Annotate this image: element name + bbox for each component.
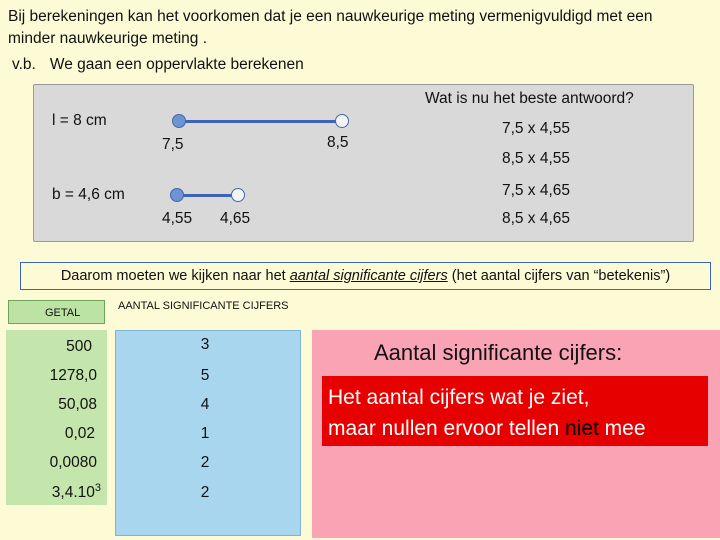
length-range-line <box>180 120 342 123</box>
example-prefix: v.b. <box>12 56 36 73</box>
width-range-line <box>178 194 238 197</box>
rule-line-2 <box>328 413 708 444</box>
conclusion-banner <box>20 262 711 290</box>
getal-cell: 50,08 <box>58 396 97 413</box>
conclusion-before: Daarom moeten we kijken naar het <box>60 268 290 284</box>
width-high-marker <box>231 188 245 202</box>
header-sig: AANTAL SIGNIFICANTE CIJFERS <box>118 300 289 312</box>
example-heading <box>12 56 304 74</box>
getal-cell: 0,0080 <box>49 454 97 471</box>
getal-exponent: 3 <box>94 482 101 494</box>
getal-cell: 1278,0 <box>49 367 97 384</box>
length-label: l = 8 cm <box>52 112 107 129</box>
getal-column <box>6 330 107 505</box>
sig-cell: 4 <box>200 396 210 413</box>
answer-option: 7,5 x 4,55 <box>501 120 571 137</box>
answer-option: 8,5 x 4,55 <box>501 150 571 167</box>
rule-emphasis: niet <box>564 417 599 440</box>
width-low-value: 4,55 <box>162 210 193 227</box>
rule-line-1: Het aantal cijfers wat je ziet, <box>328 386 590 409</box>
length-low-marker <box>172 114 186 128</box>
rule-title: Aantal significante cijfers: <box>374 340 623 365</box>
answer-option: 7,5 x 4,65 <box>501 182 571 199</box>
getal-cell: 500 <box>66 338 92 355</box>
sig-cell: 3 <box>200 336 210 353</box>
getal-cell: 0,02 <box>64 425 95 442</box>
sig-cell: 5 <box>200 367 210 384</box>
length-high-value: 8,5 <box>327 134 349 151</box>
width-high-value: 4,65 <box>220 210 251 227</box>
width-label: b = 4,6 cm <box>52 186 125 203</box>
sig-cell: 2 <box>200 454 210 471</box>
conclusion-underlined: aantal significante cijfers <box>289 268 448 284</box>
answer-option: 8,5 x 4,65 <box>501 210 571 227</box>
sig-cell: 1 <box>200 425 210 442</box>
intro-text <box>8 6 713 50</box>
rule-line-2-after: mee <box>598 417 646 440</box>
width-low-marker <box>170 188 184 202</box>
length-high-marker <box>335 114 349 128</box>
getal-base: 3,4.10 <box>51 484 95 502</box>
getal-cell <box>1 482 101 502</box>
intro-line-1: Bij berekeningen kan het voorkomen dat je een nauwkeurige meting vermenigvuldigd met een <box>8 8 653 25</box>
example-text: We gaan een oppervlakte berekenen <box>49 56 304 73</box>
length-low-value: 7,5 <box>162 136 184 153</box>
conclusion-after: (het aantal cijfers van “betekenis”) <box>447 268 671 284</box>
header-getal: GETAL <box>8 300 105 324</box>
sig-cell: 2 <box>200 484 210 501</box>
question-text: Wat is nu het beste antwoord? <box>425 90 634 107</box>
intro-line-2: minder nauwkeurige meting . <box>8 30 208 47</box>
rule-explanation <box>322 376 708 446</box>
rule-line-2-before: maar nullen ervoor tellen <box>328 417 565 440</box>
